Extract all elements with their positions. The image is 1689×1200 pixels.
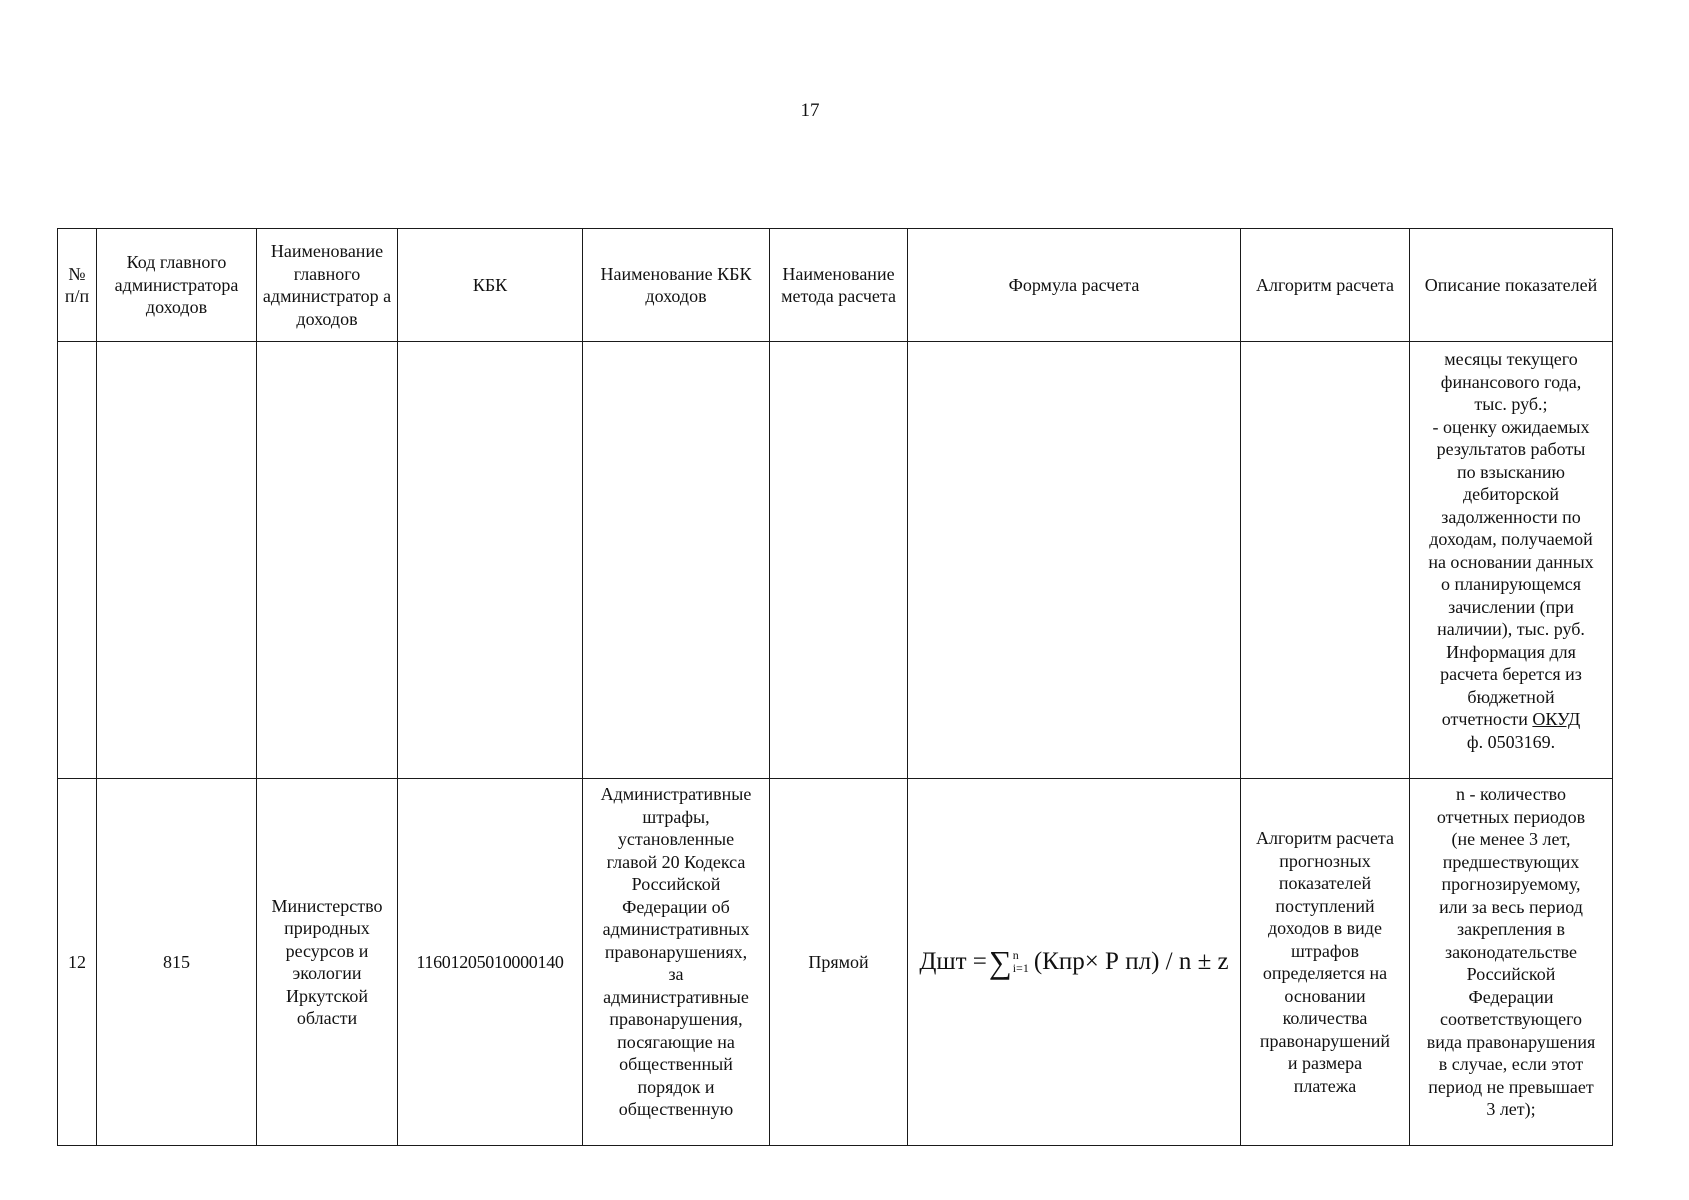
page-number: 17 [800,100,820,121]
header-admin-code: Код главного администратора доходов [97,229,257,342]
header-formula: Формула расчета [908,229,1241,342]
cell-formula [908,779,1241,1146]
header-description: Описание показателей [1410,229,1613,342]
cell-kbk: 11601205010000140 [398,779,583,1146]
sigma-symbol: ∑ [988,944,1012,980]
revenue-forecast-table [57,228,1613,1146]
sum-limits [1013,949,1029,975]
header-num: № п/п [58,229,97,342]
header-method: Наименование метода расчета [770,229,908,342]
formula-sum [989,946,1032,978]
cell-formula [908,342,1241,779]
description-text: месяцы текущего финансового года, тыс. руб.; - оценку ожидаемых результатов работы по взысканию дебиторской задолженности по доходам, получаемой на основании данных о планирующемся зачислении (при наличии), тыс. руб. Информация для расчета берется из бюджетной отчетности [1428,349,1594,729]
okud-reference: ОКУД [1532,709,1581,729]
table-row [58,779,1613,1146]
cell-method [770,342,908,779]
cell-admin-code: 815 [97,779,257,1146]
cell-num: 12 [58,779,97,1146]
description-form: ф. 0503169. [1466,731,1556,752]
cell-algorithm: Алгоритм расчета прогнозных показателей поступлений доходов в виде штрафов определяется на основании количества правонарушений и размера платежа [1241,779,1410,1146]
sum-upper-limit: n [1012,948,1019,962]
cell-admin-name: Министерство природных ресурсов и экологии Иркутской области [257,779,398,1146]
cell-admin-code [97,342,257,779]
header-algorithm: Алгоритм расчета [1241,229,1410,342]
cell-kbk-name [583,342,770,779]
header-row [58,229,1613,342]
formula [919,946,1228,978]
cell-method: Прямой [770,779,908,1146]
cell-description [1410,342,1613,779]
cell-algorithm [1241,342,1410,779]
table-row [58,342,1613,779]
header-kbk: КБК [398,229,583,342]
cell-num [58,342,97,779]
cell-kbk [398,342,583,779]
cell-kbk-name: Административные штрафы, установленные главой 20 Кодекса Российской Федерации об административных правонарушениях, за административные правонарушения, посягающие на общественный порядок и общественную [583,779,770,1146]
cell-description: n - количество отчетных периодов (не менее 3 лет, предшествующих прогнозируемому, или за весь период закрепления в законодательстве Российской Федерации соответствующего вида правонарушения в случае, если этот период не превышает 3 лет); [1410,779,1613,1146]
formula-rhs: (Кпр× Р пл) / n ± z [1033,947,1229,975]
header-admin-name: Наименование главного администратор а доходов [257,229,398,342]
cell-admin-name [257,342,398,779]
sum-lower-limit: i=1 [1012,961,1029,975]
header-kbk-name: Наименование КБК доходов [583,229,770,342]
formula-lhs: Дшт = [919,947,987,975]
